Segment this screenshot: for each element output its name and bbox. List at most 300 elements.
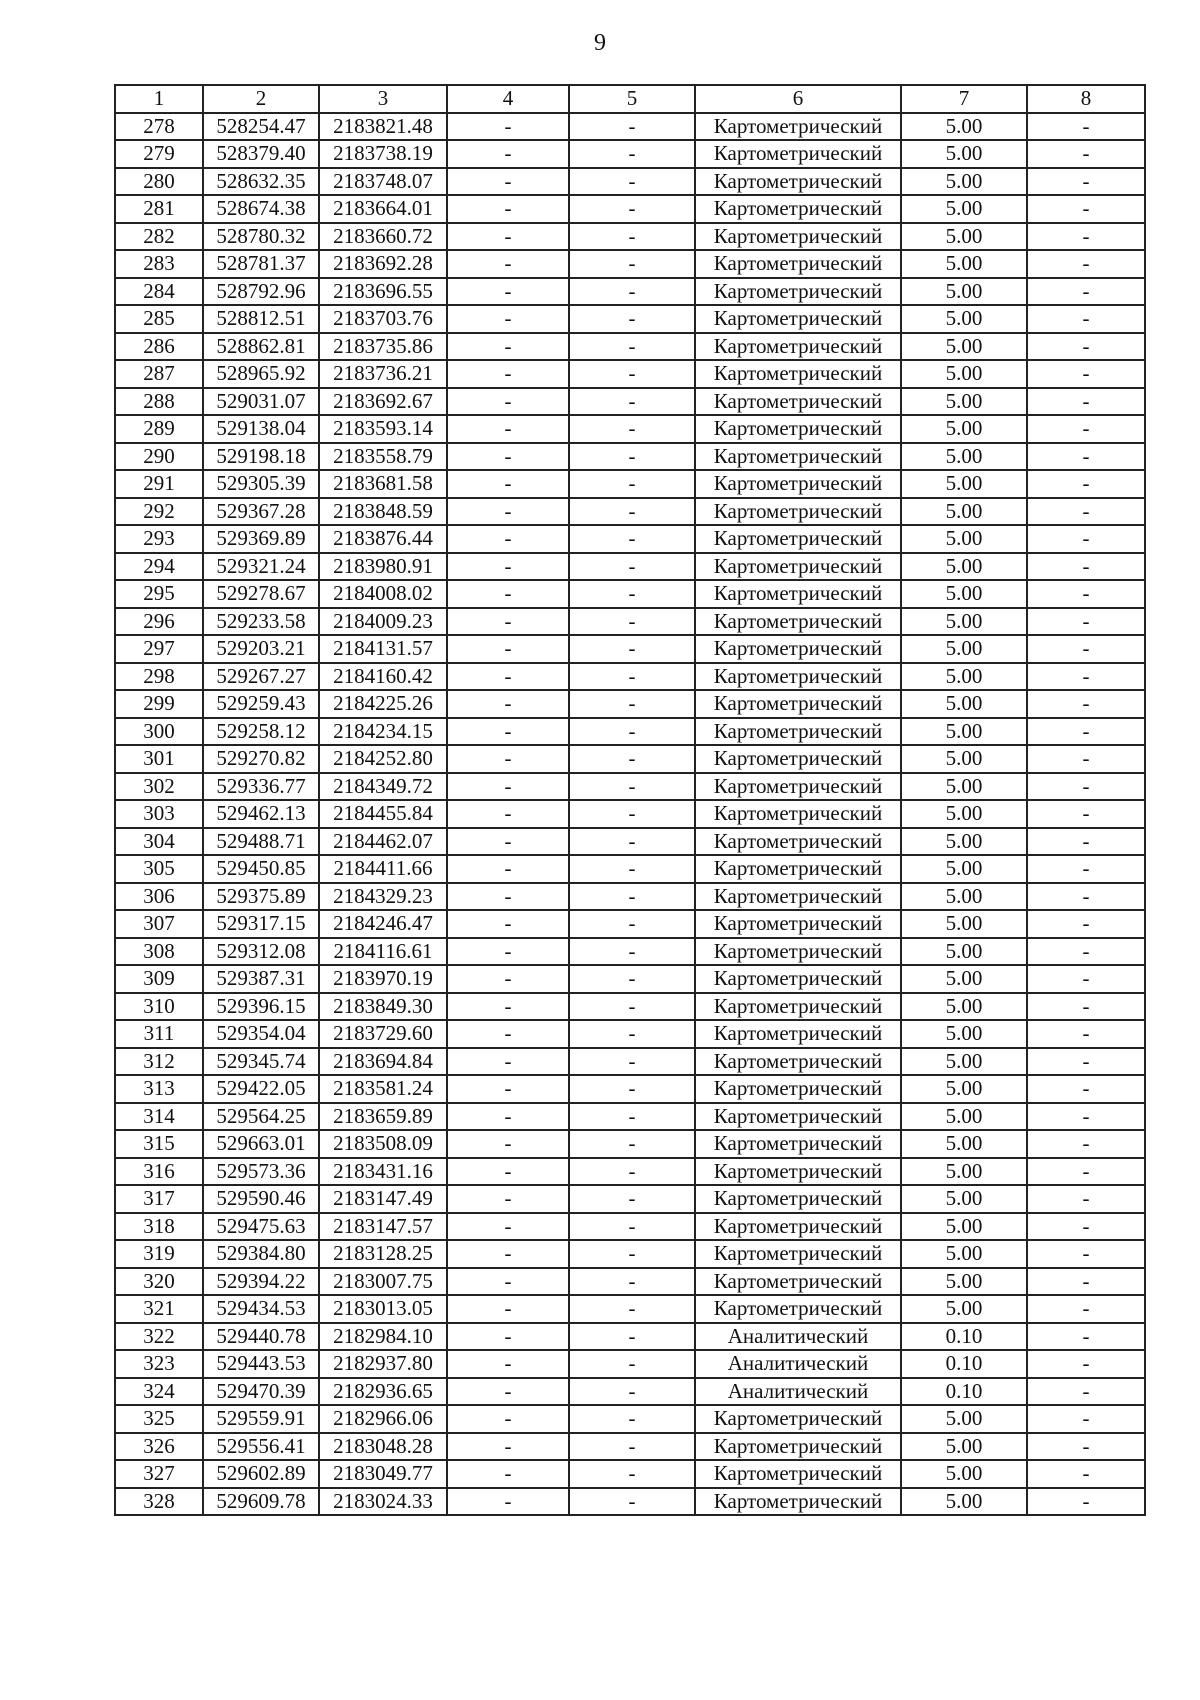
y-coordinate-cell: 2183876.44 [319, 525, 447, 553]
point-number-cell: 317 [115, 1185, 203, 1213]
method-cell: Картометрический [695, 1213, 901, 1241]
x-coordinate-cell: 529443.53 [203, 1350, 319, 1378]
method-cell: Картометрический [695, 883, 901, 911]
y-coordinate-cell: 2183694.84 [319, 1048, 447, 1076]
column-4-cell: - [447, 718, 569, 746]
column-8-cell: - [1027, 828, 1145, 856]
point-number-cell: 326 [115, 1433, 203, 1461]
accuracy-cell: 5.00 [901, 1185, 1027, 1213]
column-5-cell: - [569, 1323, 695, 1351]
x-coordinate-cell: 529394.22 [203, 1268, 319, 1296]
column-8-cell: - [1027, 1075, 1145, 1103]
accuracy-cell: 5.00 [901, 1268, 1027, 1296]
table-row [115, 718, 1145, 746]
table-row [115, 690, 1145, 718]
column-8-cell: - [1027, 993, 1145, 1021]
y-coordinate-cell: 2183970.19 [319, 965, 447, 993]
column-4-cell: - [447, 1185, 569, 1213]
method-cell: Картометрический [695, 470, 901, 498]
column-8-cell: - [1027, 883, 1145, 911]
table-row [115, 1433, 1145, 1461]
column-5-cell: - [569, 993, 695, 1021]
accuracy-cell: 5.00 [901, 993, 1027, 1021]
accuracy-cell: 5.00 [901, 608, 1027, 636]
x-coordinate-cell: 528674.38 [203, 195, 319, 223]
point-number-cell: 320 [115, 1268, 203, 1296]
accuracy-cell: 5.00 [901, 525, 1027, 553]
table-row [115, 828, 1145, 856]
table-row [115, 663, 1145, 691]
y-coordinate-cell: 2183049.77 [319, 1460, 447, 1488]
column-8-cell: - [1027, 1323, 1145, 1351]
y-coordinate-cell: 2183660.72 [319, 223, 447, 251]
method-cell: Картометрический [695, 1130, 901, 1158]
method-cell: Аналитический [695, 1378, 901, 1406]
accuracy-cell: 5.00 [901, 800, 1027, 828]
column-4-cell: - [447, 443, 569, 471]
x-coordinate-cell: 529031.07 [203, 388, 319, 416]
column-8-cell: - [1027, 773, 1145, 801]
point-number-cell: 324 [115, 1378, 203, 1406]
method-cell: Картометрический [695, 113, 901, 141]
x-coordinate-cell: 528780.32 [203, 223, 319, 251]
y-coordinate-cell: 2184455.84 [319, 800, 447, 828]
column-8-cell: - [1027, 1405, 1145, 1433]
column-4-cell: - [447, 195, 569, 223]
table-row [115, 525, 1145, 553]
x-coordinate-cell: 528792.96 [203, 278, 319, 306]
point-number-cell: 293 [115, 525, 203, 553]
point-number-cell: 279 [115, 140, 203, 168]
column-5-cell: - [569, 1185, 695, 1213]
column-4-cell: - [447, 305, 569, 333]
accuracy-cell: 5.00 [901, 1460, 1027, 1488]
column-8-cell: - [1027, 1295, 1145, 1323]
column-8-cell: - [1027, 718, 1145, 746]
column-5-cell: - [569, 1048, 695, 1076]
method-cell: Картометрический [695, 718, 901, 746]
table-row [115, 498, 1145, 526]
column-4-cell: - [447, 745, 569, 773]
point-number-cell: 280 [115, 168, 203, 196]
table-row [115, 360, 1145, 388]
column-4-cell: - [447, 360, 569, 388]
point-number-cell: 325 [115, 1405, 203, 1433]
x-coordinate-cell: 528862.81 [203, 333, 319, 361]
column-5-cell: - [569, 553, 695, 581]
column-header: 1 [115, 85, 203, 113]
column-4-cell: - [447, 140, 569, 168]
column-4-cell: - [447, 1350, 569, 1378]
y-coordinate-cell: 2183128.25 [319, 1240, 447, 1268]
accuracy-cell: 5.00 [901, 305, 1027, 333]
table-row [115, 883, 1145, 911]
point-number-cell: 311 [115, 1020, 203, 1048]
method-cell: Картометрический [695, 1488, 901, 1516]
method-cell: Картометрический [695, 1020, 901, 1048]
method-cell: Картометрический [695, 1075, 901, 1103]
column-4-cell: - [447, 415, 569, 443]
accuracy-cell: 5.00 [901, 168, 1027, 196]
accuracy-cell: 5.00 [901, 1158, 1027, 1186]
accuracy-cell: 5.00 [901, 250, 1027, 278]
table-row [115, 1323, 1145, 1351]
accuracy-cell: 5.00 [901, 113, 1027, 141]
point-number-cell: 313 [115, 1075, 203, 1103]
accuracy-cell: 5.00 [901, 553, 1027, 581]
point-number-cell: 308 [115, 938, 203, 966]
column-8-cell: - [1027, 1268, 1145, 1296]
column-5-cell: - [569, 745, 695, 773]
table-row [115, 1460, 1145, 1488]
y-coordinate-cell: 2183013.05 [319, 1295, 447, 1323]
accuracy-cell: 5.00 [901, 1130, 1027, 1158]
accuracy-cell: 5.00 [901, 718, 1027, 746]
table-row [115, 1295, 1145, 1323]
column-4-cell: - [447, 993, 569, 1021]
y-coordinate-cell: 2183593.14 [319, 415, 447, 443]
x-coordinate-cell: 529663.01 [203, 1130, 319, 1158]
column-5-cell: - [569, 1405, 695, 1433]
table-row [115, 195, 1145, 223]
x-coordinate-cell: 528781.37 [203, 250, 319, 278]
column-8-cell: - [1027, 1130, 1145, 1158]
x-coordinate-cell: 529488.71 [203, 828, 319, 856]
table-row [115, 1378, 1145, 1406]
column-8-cell: - [1027, 1240, 1145, 1268]
accuracy-cell: 5.00 [901, 140, 1027, 168]
column-8-cell: - [1027, 690, 1145, 718]
y-coordinate-cell: 2184160.42 [319, 663, 447, 691]
point-number-cell: 322 [115, 1323, 203, 1351]
x-coordinate-cell: 529305.39 [203, 470, 319, 498]
x-coordinate-cell: 529590.46 [203, 1185, 319, 1213]
column-8-cell: - [1027, 965, 1145, 993]
table-row [115, 470, 1145, 498]
accuracy-cell: 5.00 [901, 1103, 1027, 1131]
point-number-cell: 285 [115, 305, 203, 333]
x-coordinate-cell: 529369.89 [203, 525, 319, 553]
accuracy-cell: 5.00 [901, 938, 1027, 966]
x-coordinate-cell: 529440.78 [203, 1323, 319, 1351]
point-number-cell: 294 [115, 553, 203, 581]
method-cell: Картометрический [695, 1240, 901, 1268]
column-5-cell: - [569, 1075, 695, 1103]
column-4-cell: - [447, 1158, 569, 1186]
table-row [115, 1213, 1145, 1241]
table-row [115, 1075, 1145, 1103]
point-number-cell: 327 [115, 1460, 203, 1488]
column-5-cell: - [569, 1488, 695, 1516]
y-coordinate-cell: 2184349.72 [319, 773, 447, 801]
table-row [115, 855, 1145, 883]
table-row [115, 938, 1145, 966]
table-row [115, 553, 1145, 581]
point-number-cell: 287 [115, 360, 203, 388]
column-8-cell: - [1027, 278, 1145, 306]
method-cell: Картометрический [695, 443, 901, 471]
column-5-cell: - [569, 1103, 695, 1131]
x-coordinate-cell: 529270.82 [203, 745, 319, 773]
method-cell: Картометрический [695, 1405, 901, 1433]
accuracy-cell: 5.00 [901, 1048, 1027, 1076]
point-number-cell: 315 [115, 1130, 203, 1158]
x-coordinate-cell: 529422.05 [203, 1075, 319, 1103]
column-header: 2 [203, 85, 319, 113]
method-cell: Картометрический [695, 745, 901, 773]
point-number-cell: 295 [115, 580, 203, 608]
column-8-cell: - [1027, 250, 1145, 278]
method-cell: Картометрический [695, 1103, 901, 1131]
y-coordinate-cell: 2184008.02 [319, 580, 447, 608]
column-5-cell: - [569, 718, 695, 746]
column-5-cell: - [569, 1158, 695, 1186]
accuracy-cell: 5.00 [901, 635, 1027, 663]
column-8-cell: - [1027, 938, 1145, 966]
x-coordinate-cell: 529475.63 [203, 1213, 319, 1241]
point-number-cell: 302 [115, 773, 203, 801]
column-8-cell: - [1027, 1378, 1145, 1406]
column-header: 6 [695, 85, 901, 113]
column-8-cell: - [1027, 415, 1145, 443]
column-4-cell: - [447, 855, 569, 883]
column-4-cell: - [447, 525, 569, 553]
method-cell: Картометрический [695, 1158, 901, 1186]
point-number-cell: 286 [115, 333, 203, 361]
point-number-cell: 307 [115, 910, 203, 938]
method-cell: Картометрический [695, 525, 901, 553]
x-coordinate-cell: 529462.13 [203, 800, 319, 828]
table-row [115, 168, 1145, 196]
column-5-cell: - [569, 278, 695, 306]
table-row [115, 800, 1145, 828]
column-5-cell: - [569, 168, 695, 196]
point-number-cell: 299 [115, 690, 203, 718]
y-coordinate-cell: 2183147.49 [319, 1185, 447, 1213]
column-5-cell: - [569, 360, 695, 388]
y-coordinate-cell: 2183692.28 [319, 250, 447, 278]
y-coordinate-cell: 2183821.48 [319, 113, 447, 141]
table-row [115, 333, 1145, 361]
column-4-cell: - [447, 773, 569, 801]
column-5-cell: - [569, 415, 695, 443]
method-cell: Картометрический [695, 800, 901, 828]
column-5-cell: - [569, 965, 695, 993]
column-4-cell: - [447, 1433, 569, 1461]
x-coordinate-cell: 529396.15 [203, 993, 319, 1021]
x-coordinate-cell: 529267.27 [203, 663, 319, 691]
x-coordinate-cell: 529564.25 [203, 1103, 319, 1131]
y-coordinate-cell: 2182936.65 [319, 1378, 447, 1406]
y-coordinate-cell: 2184411.66 [319, 855, 447, 883]
y-coordinate-cell: 2183703.76 [319, 305, 447, 333]
column-8-cell: - [1027, 635, 1145, 663]
column-8-cell: - [1027, 305, 1145, 333]
method-cell: Картометрический [695, 608, 901, 636]
table-row [115, 1158, 1145, 1186]
x-coordinate-cell: 529470.39 [203, 1378, 319, 1406]
column-4-cell: - [447, 938, 569, 966]
table-header-row [115, 85, 1145, 113]
column-4-cell: - [447, 635, 569, 663]
table-row [115, 1020, 1145, 1048]
point-number-cell: 282 [115, 223, 203, 251]
y-coordinate-cell: 2183692.67 [319, 388, 447, 416]
y-coordinate-cell: 2183729.60 [319, 1020, 447, 1048]
point-number-cell: 303 [115, 800, 203, 828]
y-coordinate-cell: 2183007.75 [319, 1268, 447, 1296]
column-4-cell: - [447, 663, 569, 691]
y-coordinate-cell: 2183696.55 [319, 278, 447, 306]
x-coordinate-cell: 529258.12 [203, 718, 319, 746]
column-5-cell: - [569, 608, 695, 636]
column-4-cell: - [447, 333, 569, 361]
x-coordinate-cell: 529367.28 [203, 498, 319, 526]
column-8-cell: - [1027, 168, 1145, 196]
y-coordinate-cell: 2183848.59 [319, 498, 447, 526]
x-coordinate-cell: 529233.58 [203, 608, 319, 636]
method-cell: Картометрический [695, 580, 901, 608]
y-coordinate-cell: 2184009.23 [319, 608, 447, 636]
point-number-cell: 305 [115, 855, 203, 883]
y-coordinate-cell: 2183558.79 [319, 443, 447, 471]
x-coordinate-cell: 528812.51 [203, 305, 319, 333]
method-cell: Картометрический [695, 1268, 901, 1296]
y-coordinate-cell: 2184246.47 [319, 910, 447, 938]
table-row [115, 635, 1145, 663]
accuracy-cell: 5.00 [901, 278, 1027, 306]
column-header: 3 [319, 85, 447, 113]
column-header: 5 [569, 85, 695, 113]
column-4-cell: - [447, 1020, 569, 1048]
column-8-cell: - [1027, 223, 1145, 251]
point-number-cell: 309 [115, 965, 203, 993]
y-coordinate-cell: 2183738.19 [319, 140, 447, 168]
column-5-cell: - [569, 1130, 695, 1158]
x-coordinate-cell: 529317.15 [203, 910, 319, 938]
table-row [115, 1240, 1145, 1268]
method-cell: Картометрический [695, 690, 901, 718]
table-row [115, 113, 1145, 141]
method-cell: Картометрический [695, 855, 901, 883]
column-8-cell: - [1027, 608, 1145, 636]
column-4-cell: - [447, 278, 569, 306]
accuracy-cell: 0.10 [901, 1378, 1027, 1406]
column-8-cell: - [1027, 855, 1145, 883]
point-number-cell: 284 [115, 278, 203, 306]
table-row [115, 305, 1145, 333]
column-8-cell: - [1027, 745, 1145, 773]
column-4-cell: - [447, 1240, 569, 1268]
accuracy-cell: 5.00 [901, 1075, 1027, 1103]
point-number-cell: 300 [115, 718, 203, 746]
y-coordinate-cell: 2183849.30 [319, 993, 447, 1021]
column-5-cell: - [569, 223, 695, 251]
accuracy-cell: 5.00 [901, 1295, 1027, 1323]
method-cell: Картометрический [695, 553, 901, 581]
column-8-cell: - [1027, 1350, 1145, 1378]
column-8-cell: - [1027, 1488, 1145, 1516]
column-8-cell: - [1027, 525, 1145, 553]
method-cell: Картометрический [695, 993, 901, 1021]
table-row [115, 415, 1145, 443]
table-row [115, 965, 1145, 993]
y-coordinate-cell: 2182984.10 [319, 1323, 447, 1351]
point-number-cell: 314 [115, 1103, 203, 1131]
column-5-cell: - [569, 443, 695, 471]
y-coordinate-cell: 2183664.01 [319, 195, 447, 223]
y-coordinate-cell: 2183736.21 [319, 360, 447, 388]
point-number-cell: 310 [115, 993, 203, 1021]
table-row [115, 608, 1145, 636]
table-row [115, 388, 1145, 416]
point-number-cell: 297 [115, 635, 203, 663]
x-coordinate-cell: 529354.04 [203, 1020, 319, 1048]
column-header: 8 [1027, 85, 1145, 113]
column-5-cell: - [569, 828, 695, 856]
column-4-cell: - [447, 250, 569, 278]
accuracy-cell: 5.00 [901, 965, 1027, 993]
column-8-cell: - [1027, 553, 1145, 581]
column-8-cell: - [1027, 443, 1145, 471]
column-5-cell: - [569, 305, 695, 333]
column-8-cell: - [1027, 195, 1145, 223]
y-coordinate-cell: 2183508.09 [319, 1130, 447, 1158]
table-row [115, 580, 1145, 608]
column-4-cell: - [447, 1130, 569, 1158]
accuracy-cell: 5.00 [901, 1488, 1027, 1516]
column-8-cell: - [1027, 113, 1145, 141]
column-5-cell: - [569, 1268, 695, 1296]
accuracy-cell: 5.00 [901, 1240, 1027, 1268]
column-4-cell: - [447, 1268, 569, 1296]
column-4-cell: - [447, 388, 569, 416]
point-number-cell: 301 [115, 745, 203, 773]
column-header: 4 [447, 85, 569, 113]
column-5-cell: - [569, 1240, 695, 1268]
accuracy-cell: 5.00 [901, 663, 1027, 691]
column-5-cell: - [569, 910, 695, 938]
x-coordinate-cell: 528254.47 [203, 113, 319, 141]
y-coordinate-cell: 2183147.57 [319, 1213, 447, 1241]
point-number-cell: 278 [115, 113, 203, 141]
column-5-cell: - [569, 195, 695, 223]
column-5-cell: - [569, 1020, 695, 1048]
point-number-cell: 318 [115, 1213, 203, 1241]
column-5-cell: - [569, 635, 695, 663]
method-cell: Картометрический [695, 1433, 901, 1461]
point-number-cell: 291 [115, 470, 203, 498]
column-4-cell: - [447, 168, 569, 196]
y-coordinate-cell: 2183735.86 [319, 333, 447, 361]
accuracy-cell: 0.10 [901, 1323, 1027, 1351]
x-coordinate-cell: 529278.67 [203, 580, 319, 608]
accuracy-cell: 5.00 [901, 498, 1027, 526]
method-cell: Картометрический [695, 910, 901, 938]
accuracy-cell: 5.00 [901, 1405, 1027, 1433]
point-number-cell: 304 [115, 828, 203, 856]
x-coordinate-cell: 529375.89 [203, 883, 319, 911]
method-cell: Аналитический [695, 1350, 901, 1378]
point-number-cell: 321 [115, 1295, 203, 1323]
table-row [115, 278, 1145, 306]
x-coordinate-cell: 529609.78 [203, 1488, 319, 1516]
y-coordinate-cell: 2183024.33 [319, 1488, 447, 1516]
column-5-cell: - [569, 690, 695, 718]
method-cell: Картометрический [695, 168, 901, 196]
column-4-cell: - [447, 1213, 569, 1241]
x-coordinate-cell: 529259.43 [203, 690, 319, 718]
